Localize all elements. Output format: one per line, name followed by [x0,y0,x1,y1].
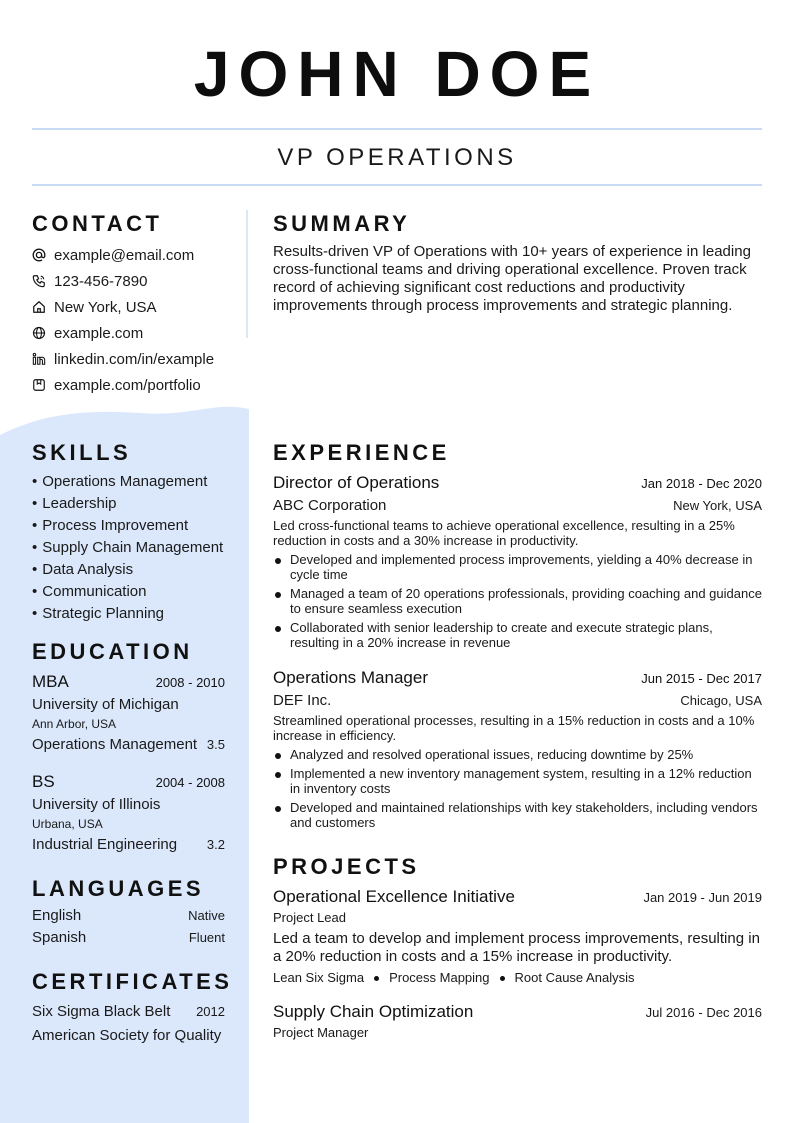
school-location: Ann Arbor, USA [32,717,117,731]
language-name: English [32,907,82,924]
gpa: 3.2 [206,837,225,852]
job-bullet: Implemented a new inventory management system, resulting in a 12% reduction in inventory costs [273,766,762,796]
contact-list [32,242,242,398]
field-of-study: Industrial Engineering [32,836,178,853]
project-dates: Jul 2016 - Dec 2016 [645,1005,762,1020]
skill-item: • Supply Chain Management [32,537,242,559]
phone-icon [32,274,46,288]
skills-heading: SKILLS [32,440,132,465]
job-description: Streamlined operational processes, resulting in a 15% reduction in costs and a 10% increase in efficiency. [273,713,755,743]
summary-heading: SUMMARY [273,211,411,236]
project-role: Project Lead [273,910,346,925]
header-rule-top [32,128,762,130]
contact-email-text: example@email.com [54,246,195,264]
home-icon [32,300,46,314]
contact-phone[interactable] [32,268,242,294]
certificates-heading: CERTIFICATES [32,969,233,994]
contact-portfolio-text: example.com/portfolio [54,376,201,394]
job-role: Director of Operations [273,473,440,492]
experience-entry [273,472,762,654]
job-location: New York, USA [673,498,762,513]
degree: MBA [32,672,69,691]
certificate-entry [32,1001,225,1048]
skills-list [32,471,242,625]
experience-heading: EXPERIENCE [273,440,450,465]
job-bullet: Analyzed and resolved operational issues, reducing downtime by 25% [273,747,762,762]
certificate-name: Six Sigma Black Belt [32,1003,171,1020]
language-name: Spanish [32,929,87,946]
education-heading: EDUCATION [32,639,193,664]
language-row [32,929,225,951]
linkedin-icon [32,352,46,366]
company-name: ABC Corporation [273,497,387,514]
header-rule-bottom [32,184,762,186]
contact-phone-text: 123-456-7890 [54,272,148,290]
education-entry-mba [32,671,225,756]
project-tag: Lean Six Sigma [273,970,365,985]
certificate-year: 2012 [196,1004,225,1019]
job-dates: Jun 2015 - Dec 2017 [641,671,762,686]
language-row [32,907,225,929]
contact-website-text: example.com [54,324,144,342]
contact-linkedin[interactable] [32,346,242,372]
job-location: Chicago, USA [680,693,762,708]
gpa: 3.5 [206,737,225,752]
job-role: Operations Manager [273,668,428,687]
job-bullet: Developed and implemented process improvements, yielding a 40% decrease in cycle time [273,552,762,582]
contact-website[interactable] [32,320,242,346]
tag-separator [500,976,505,981]
job-bullets [273,552,762,650]
project-tag: Root Cause Analysis [514,970,635,985]
tag-separator [374,976,379,981]
candidate-name: JOHN DOE [193,38,601,110]
project-description: Led a team to develop and implement process improvements, resulting in a 20% reduction in costs and a 15% increase in productivity. [273,930,760,965]
skill-item: • Leadership [32,493,242,515]
job-bullets [273,747,762,830]
contact-location-text: New York, USA [54,298,157,316]
languages-heading: LANGUAGES [32,876,205,901]
school-location: Urbana, USA [32,817,103,831]
project-role: Project Manager [273,1025,369,1040]
skill-item: • Process Improvement [32,515,242,537]
languages-list [32,907,225,951]
certificate-issuer: American Society for Quality [32,1027,222,1044]
field-of-study: Operations Management [32,736,198,753]
company-name: DEF Inc. [273,692,332,709]
project-tags [273,969,762,987]
skill-item: • Communication [32,581,242,603]
language-level: Fluent [188,930,225,945]
degree-years: 2004 - 2008 [155,775,225,790]
summary-text: Results-driven VP of Operations with 10+ years of experience in leading cross-functional teams and driving operational excellence. Proven track record of achieving significant cost reductions and productivity improvements through process improvements and strategic planning. [273,243,751,314]
project-title: Supply Chain Optimization [273,1002,474,1021]
experience-entry [273,667,762,834]
at-icon [32,248,46,262]
portfolio-icon [32,378,46,392]
project-entry [273,886,762,987]
contact-linkedin-text: linkedin.com/in/example [54,350,215,368]
job-description: Led cross-functional teams to achieve operational excellence, resulting in a 25% reduction in costs and a 30% increase in productivity. [273,518,735,548]
job-bullet: Managed a team of 20 operations professionals, providing coaching and guidance to ensure seamless execution [273,586,762,616]
school-name: University of Illinois [32,796,161,813]
school-name: University of Michigan [32,696,179,713]
degree: BS [32,772,55,791]
job-title: VP OPERATIONS [277,144,517,171]
skill-item: • Strategic Planning [32,603,242,625]
contact-email[interactable] [32,242,242,268]
job-dates: Jan 2018 - Dec 2020 [641,476,762,491]
skill-item: • Operations Management [32,471,242,493]
skill-item: • Data Analysis [32,559,242,581]
projects-heading: PROJECTS [273,854,420,879]
project-tag: Process Mapping [389,970,490,985]
language-level: Native [188,908,225,923]
project-title: Operational Excellence Initiative [273,887,515,906]
contact-heading: CONTACT [32,211,163,236]
contact-portfolio[interactable] [32,372,242,398]
project-entry [273,1001,762,1042]
column-divider [246,210,248,338]
contact-location [32,294,242,320]
education-entry-bs [32,771,225,856]
degree-years: 2008 - 2010 [155,675,225,690]
project-dates: Jan 2019 - Jun 2019 [643,890,762,905]
job-bullet: Collaborated with senior leadership to create and execute strategic plans, resulting in a 20% increase in revenue [273,620,762,650]
job-bullet: Developed and maintained relationships with key stakeholders, including vendors and customers [273,800,762,830]
globe-icon [32,326,46,340]
